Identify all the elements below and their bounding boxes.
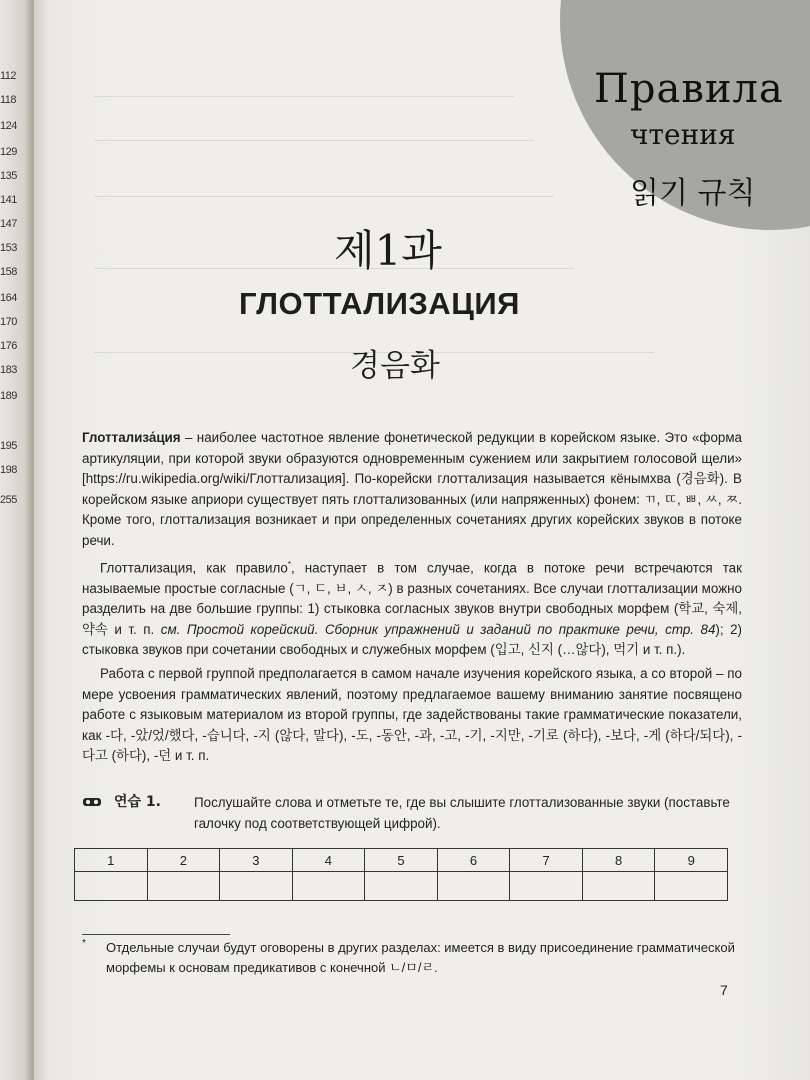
footnote-divider <box>82 934 230 935</box>
footnote-mark: * <box>82 938 86 949</box>
footnote <box>82 938 742 977</box>
left-number: 147 <box>0 218 17 230</box>
grid-header-cell: 8 <box>582 849 655 872</box>
answer-cell[interactable] <box>582 872 655 901</box>
page-number: 7 <box>720 982 728 998</box>
left-number: 135 <box>0 170 17 182</box>
paragraph-2-reference: см. Простой корейский. Сборник упражнений и заданий по практике речи, стр. 84 <box>160 621 716 637</box>
paragraph-2-text-b: , наступает в том случае, когда в потоке речи встречаются так называемые простые согласные (ㄱ, ㄷ, ㅂ, ㅅ, ㅈ) в разных сочетаниях. Все случаи глоттализации можно разделить на две большие группы: 1) стыковка согласных звуков внутри свободных морфем (학교, 숙제, 약속 и т. п. <box>82 560 742 637</box>
left-number: 255 <box>0 494 17 506</box>
footnote-text: Отдельные случаи будут оговорены в других разделах: имеется в виду присоединение грамматической морфемы к основам предикативов с конечной ㄴ/ㅁ/ㄹ. <box>106 940 735 975</box>
left-number: 158 <box>0 266 17 278</box>
grid-header-cell: 4 <box>292 849 365 872</box>
show-through-line <box>94 196 554 205</box>
show-through-line <box>94 140 534 149</box>
left-number: 189 <box>0 390 17 402</box>
left-number: 183 <box>0 364 17 376</box>
answer-cell[interactable] <box>437 872 510 901</box>
paragraph-2-text-a: Глоттализация, как правило <box>100 560 288 576</box>
grid-header-cell: 7 <box>510 849 583 872</box>
section-title-ru-line2: чтения <box>630 118 736 151</box>
answer-grid <box>74 848 728 901</box>
lesson-number: 제1과 <box>334 226 442 275</box>
grid-header-cell: 6 <box>437 849 510 872</box>
body-text <box>82 428 742 770</box>
book-page <box>34 0 810 1080</box>
paragraph-3: Работа с первой группой предполагается в самом начале изучения корейского языка, а со второй – по мере усвоения грамматических явлений, поэтому предлагаемое вашему вниманию занятие посвящено работе с языковым материалом из второй группы, где задействованы такие грамматические показатели, как -다, -았/었/했다, -습니다, -지 (않다, 말다), -도, -동안, -과, -고, -기, -지만, -기로 (하다), -보다, -게 (하다/되다), -다고 (하다), -던 и т. п. <box>82 666 742 764</box>
grid-header-row <box>75 849 728 872</box>
left-number: 141 <box>0 194 17 206</box>
left-number: 118 <box>0 94 17 106</box>
answer-cell[interactable] <box>655 872 728 901</box>
answer-cell[interactable] <box>75 872 148 901</box>
audio-icon[interactable] <box>82 795 102 809</box>
grid-header-cell: 1 <box>75 849 148 872</box>
left-number: 176 <box>0 340 17 352</box>
exercise-instruction: Послушайте слова и отметьте те, где вы слышите глоттализованные звуки (поставьте галочку под соответствующей цифрой). <box>194 795 730 831</box>
left-number: 112 <box>0 70 17 82</box>
section-title-ru-line1: Правила <box>594 66 784 112</box>
show-through-line <box>94 96 514 105</box>
grid-header-cell: 3 <box>220 849 293 872</box>
answer-cell[interactable] <box>292 872 365 901</box>
left-number: 124 <box>0 120 17 132</box>
paragraph-1 <box>82 428 742 552</box>
left-number: 170 <box>0 316 17 328</box>
answer-cell[interactable] <box>510 872 583 901</box>
left-number: 164 <box>0 292 17 304</box>
paragraph-1-text: – наиболее частотное явление фонетической редукции в корейском языке. Это «форма артикуляции, при которой звуки образуются одновременным сужением или закрытием голосовой щели» [https://ru.wikipedia.org/wiki/Глоттализация]. По-корейски глоттализация называется кёнымхва (경음화). В корейском языке априори существует пять глоттализованных (или напряженных) фонем: ㄲ, ㄸ, ㅃ, ㅆ, ㅉ. Кроме того, глоттализация возникает и при определенных сочетаниях других корейских звуков в потоке речи. <box>82 430 742 548</box>
paragraph-2-text-c: ); 2) стыковка звуков при сочетании свободных и служебных морфем (입고, 신지 (…않다), 먹기 и т. п.). <box>82 621 743 658</box>
section-title-kr: 읽기 규칙 <box>630 176 756 211</box>
paragraph-2 <box>82 555 742 661</box>
answer-cell[interactable] <box>147 872 220 901</box>
lesson-title-kr: 경음화 <box>350 348 440 384</box>
left-number: 195 <box>0 440 17 452</box>
left-number: 129 <box>0 146 17 158</box>
footnote-ref: * <box>287 559 291 569</box>
lesson-title: ГЛОТТАЛИЗАЦИЯ <box>239 286 520 321</box>
grid-header-cell: 2 <box>147 849 220 872</box>
answer-cell[interactable] <box>220 872 293 901</box>
left-number: 153 <box>0 242 17 254</box>
left-page-edge <box>0 0 34 1080</box>
grid-header-cell: 5 <box>365 849 438 872</box>
term: Глоттализа́ция <box>82 430 181 445</box>
answer-cell[interactable] <box>365 872 438 901</box>
left-number: 198 <box>0 464 17 476</box>
grid-header-cell: 9 <box>655 849 728 872</box>
exercise-label: 연습 1. <box>114 794 161 810</box>
grid-answer-row <box>75 872 728 901</box>
